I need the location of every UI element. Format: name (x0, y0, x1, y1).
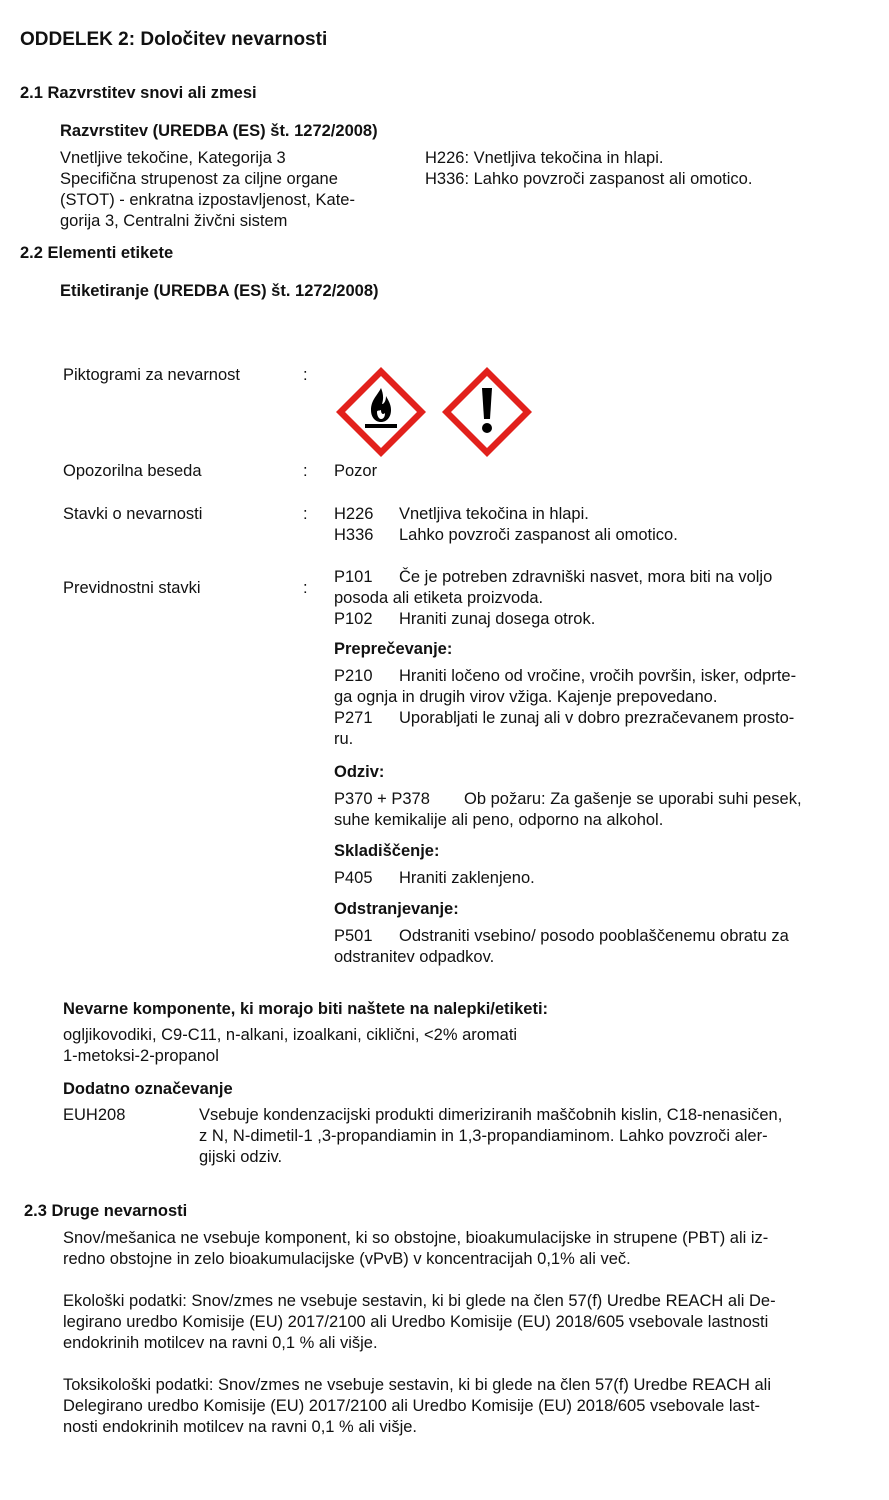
hazard-row (334, 525, 678, 546)
paragraph-line: Delegirano uredbo Komisije (EU) 2017/2100 ali Uredbo Komisije (EU) 2018/605 vsebovale last- (63, 1397, 761, 1415)
disposal-heading: Odstranjevanje: (334, 900, 459, 918)
p-code: P271 (334, 709, 373, 727)
hazard-text: Lahko povzroči zaspanost ali omotico. (399, 526, 678, 544)
storage-heading: Skladiščenje: (334, 842, 440, 860)
colon: : (303, 462, 308, 480)
paragraph-line: Snov/mešanica ne vsebuje komponent, ki so obstojne, bioakumulacijske in strupene (PBT) ali iz- (63, 1229, 769, 1247)
p-text: Odstraniti vsebino/ posodo pooblaščenemu obratu za (399, 927, 789, 945)
paragraph-line: endokrinih motilcev na ravni 0,1 % ali višje. (63, 1334, 378, 1352)
p-text: odstranitev odpadkov. (334, 948, 495, 966)
euh-code: EUH208 (63, 1106, 126, 1124)
classification-line: gorija 3, Centralni živčni sistem (60, 212, 288, 230)
classification-left (60, 148, 355, 232)
p-text: suhe kemikalije ali peno, odporno na alkohol. (334, 811, 664, 829)
prevention-heading: Preprečevanje: (334, 640, 453, 658)
components-heading: Nevarne komponente, ki morajo biti naštete na nalepki/etiketi: (63, 1000, 549, 1018)
hazard-row (334, 504, 678, 525)
signal-word-label: Opozorilna beseda (63, 462, 202, 480)
precautionary-block-disposal (334, 926, 789, 968)
euh-text (199, 1105, 782, 1168)
heading-2-3: 2.3 Druge nevarnosti (24, 1202, 188, 1220)
precautionary-block-storage (334, 868, 535, 889)
pictograms-label: Piktogrami za nevarnost (63, 366, 240, 384)
flame-icon (333, 364, 429, 460)
other-hazards-p3 (63, 1375, 771, 1438)
precautionary-block-prevention (334, 666, 796, 750)
hazard-statement-line: H226: Vnetljiva tekočina in hlapi. (425, 149, 664, 167)
hazard-code: H226 (334, 505, 374, 523)
other-hazards-p1 (63, 1228, 768, 1270)
classification-right (425, 148, 752, 190)
hazard-statement-line: H336: Lahko povzroči zaspanost ali omotico. (425, 170, 753, 188)
colon: : (303, 579, 308, 597)
p-code: P405 (334, 869, 373, 887)
euh-line: gijski odziv. (199, 1148, 283, 1166)
p-text: Uporabljati le zunaj ali v dobro prezračevanem prosto- (399, 709, 795, 727)
paragraph-line: Ekološki podatki: Snov/zmes ne vsebuje sestavin, ki bi glede na člen 57(f) Uredbe REACH ali De- (63, 1292, 776, 1310)
paragraph-line: nosti endokrinih motilcev na ravni 0,1 % ali višje. (63, 1418, 418, 1436)
component-line: 1-metoksi-2-propanol (63, 1047, 219, 1065)
precautionary-block-response (334, 789, 802, 831)
paragraph-line: Toksikološki podatki: Snov/zmes ne vsebuje sestavin, ki bi glede na člen 57(f) Uredbe REACH ali (63, 1376, 772, 1394)
euh-line: z N, N-dimetil-1 ,3-propandiamin in 1,3-propandiaminom. Lahko povzroči aler- (199, 1127, 768, 1145)
p-text: Hraniti zunaj dosega otrok. (399, 610, 596, 628)
hazard-code: H336 (334, 526, 374, 544)
classification-line: Vnetljive tekočine, Kategorija 3 (60, 149, 286, 167)
paragraph-line: redno obstojne in zelo bioakumulacijske (vPvB) v koncentracijah 0,1% ali več. (63, 1250, 631, 1268)
hazard-text: Vnetljiva tekočina in hlapi. (399, 505, 589, 523)
p-code: P102 (334, 610, 373, 628)
additional-labelling-heading: Dodatno označevanje (63, 1080, 233, 1098)
classification-subheading: Razvrstitev (UREDBA (ES) št. 1272/2008) (60, 122, 378, 140)
p-text: Če je potreben zdravniški nasvet, mora biti na voljo (399, 568, 773, 586)
paragraph-line: legirano uredbo Komisije (EU) 2017/2100 ali Uredbo Komisije (EU) 2018/605 vsebovale lastnosti (63, 1313, 769, 1331)
precautionary-block-general (334, 567, 772, 630)
heading-2-1: 2.1 Razvrstitev snovi ali zmesi (20, 84, 257, 102)
hazard-statements (334, 504, 678, 546)
p-text: Ob požaru: Za gašenje se uporabi suhi pesek, (464, 790, 802, 808)
classification-line: (STOT) - enkratna izpostavljenost, Kate- (60, 191, 355, 209)
p-code: P370 + P378 (334, 790, 430, 808)
signal-word-value: Pozor (334, 462, 378, 480)
components-list (63, 1025, 517, 1067)
exclamation-icon (439, 364, 535, 460)
component-line: ogljikovodiki, C9-C11, n-alkani, izoalkani, ciklični, <2% aromati (63, 1026, 518, 1044)
euh-line: Vsebuje kondenzacijski produkti dimeriziranih maščobnih kislin, C18-nenasičen, (199, 1106, 783, 1124)
other-hazards-p2 (63, 1291, 776, 1354)
response-heading: Odziv: (334, 763, 385, 781)
labelling-subheading: Etiketiranje (UREDBA (ES) št. 1272/2008) (60, 282, 379, 300)
p-text: ga ognja in drugih virov vžiga. Kajenje prepovedano. (334, 688, 718, 706)
p-code: P101 (334, 568, 373, 586)
p-code: P501 (334, 927, 373, 945)
p-code: P210 (334, 667, 373, 685)
p-text: Hraniti zaklenjeno. (399, 869, 535, 887)
heading-2-2: 2.2 Elementi etikete (20, 244, 174, 262)
p-text: posoda ali etiketa proizvoda. (334, 589, 544, 607)
p-text: Hraniti ločeno od vročine, vročih površin, isker, odprte- (399, 667, 797, 685)
classification-line: Specifična strupenost za ciljne organe (60, 170, 338, 188)
p-text: ru. (334, 730, 354, 748)
hazard-statements-label: Stavki o nevarnosti (63, 505, 203, 523)
precautionary-label: Previdnostni stavki (63, 579, 201, 597)
colon: : (303, 505, 308, 523)
section-title: ODDELEK 2: Določitev nevarnosti (20, 29, 328, 50)
colon: : (303, 366, 308, 384)
